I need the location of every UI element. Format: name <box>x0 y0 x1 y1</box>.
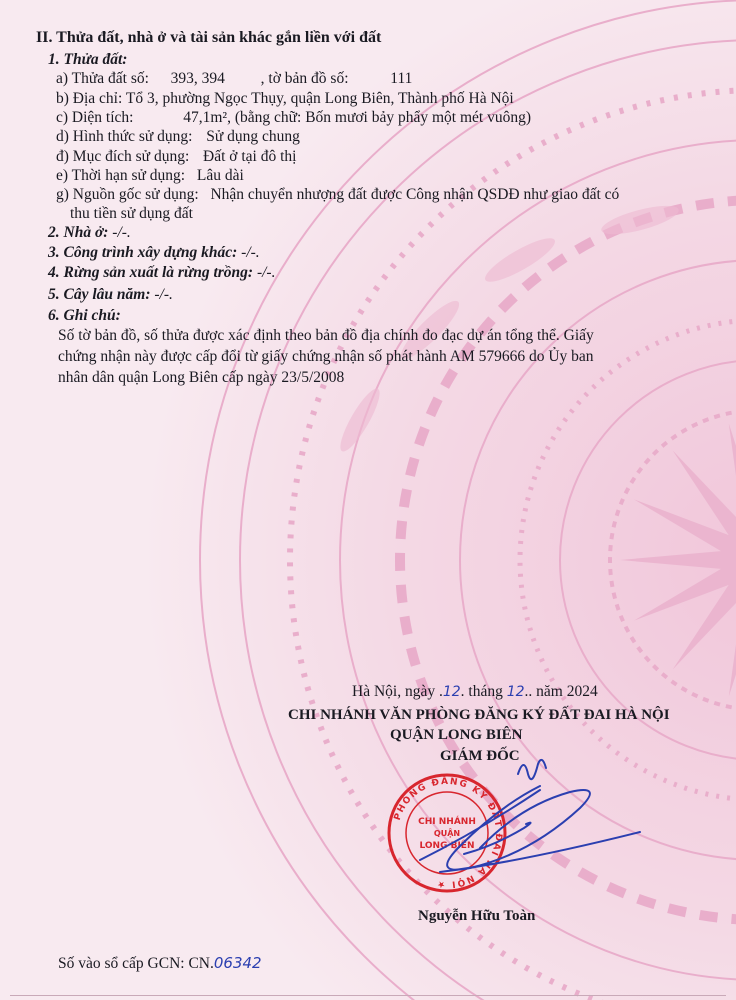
usage-form-value: Sử dụng chung <box>206 128 300 145</box>
forest-value: -/-. <box>256 264 276 281</box>
registry-number: 06342 <box>213 954 262 972</box>
construction-value: -/-. <box>241 244 260 261</box>
year-label: năm 2024 <box>536 683 598 700</box>
usage-purpose-label: đ) Mục đích sử dụng: <box>56 148 190 165</box>
office-name: CHI NHÁNH VĂN PHÒNG ĐĂNG KÝ ĐẤT ĐAI HÀ NỘI <box>288 707 670 723</box>
origin-value-continued: thu tiền sử dụng đất <box>70 205 193 222</box>
notes-line-1: Số tờ bản đồ, số thửa được xác định theo bản đồ địa chính đo đạc dự án tổng thể. Giấy <box>58 327 594 344</box>
land-number-label: a) Thửa đất số: <box>56 70 149 87</box>
area-row <box>56 108 531 128</box>
map-sheet-label: , tờ bản đồ số: <box>260 70 349 87</box>
notes-heading: 6. Ghi chú: <box>48 307 121 324</box>
trees-value: -/-. <box>154 286 173 303</box>
origin-row <box>56 185 619 205</box>
svg-text:QUẬN: QUẬN <box>433 829 461 838</box>
origin-value: Nhận chuyển nhượng đất được Công nhận QSDĐ như giao đất có <box>210 186 620 203</box>
usage-term-value: Lâu dài <box>196 167 244 184</box>
house-row <box>48 223 131 243</box>
month-label: tháng <box>468 683 503 700</box>
usage-term-label: e) Thời hạn sử dụng: <box>56 167 186 184</box>
address-label: b) Địa chỉ: <box>56 90 123 107</box>
area-label: c) Diện tích: <box>56 109 134 126</box>
area-value: 47,1m², (bằng chữ: Bốn mươi bảy phẩy một mét vuông) <box>183 109 532 126</box>
house-value: -/-. <box>112 224 131 241</box>
registry-number-row <box>58 953 262 974</box>
usage-purpose-value: Đất ở tại đô thị <box>203 148 297 165</box>
usage-form-label: d) Hình thức sử dụng: <box>56 128 193 145</box>
signer-name: Nguyễn Hữu Toàn <box>418 908 536 924</box>
section-title: II. Thửa đất, nhà ở và tài sản khác gắn liền với đất <box>36 29 382 46</box>
address-row <box>56 89 514 109</box>
usage-term-row <box>56 166 244 186</box>
map-sheet-value: 111 <box>390 70 413 87</box>
land-heading: 1. Thửa đất: <box>48 51 128 68</box>
forest-label: 4. Rừng sản xuất là rừng trồng: <box>48 264 254 281</box>
director-title: GIÁM ĐỐC <box>440 748 520 764</box>
svg-text:CHI NHÁNH: CHI NHÁNH <box>418 817 476 827</box>
svg-text:LONG BIÊN: LONG BIÊN <box>419 841 475 851</box>
construction-row <box>48 243 260 263</box>
usage-purpose-row <box>56 147 296 167</box>
place-date: Hà Nội, ngày .12. tháng 12.. năm 2024 <box>352 683 598 700</box>
trees-label: 5. Cây lâu năm: <box>48 286 151 303</box>
signature <box>380 742 650 892</box>
svg-text:PHÒNG ĐĂNG KÝ ĐẤT ĐAI HÀ NỘI ★: PHÒNG ĐĂNG KÝ ĐẤT ĐAI HÀ NỘI ★ <box>392 776 504 890</box>
notes-line-2: chứng nhận này được cấp đổi từ giấy chứng nhận số phát hành AM 579666 do Ủy ban <box>58 348 594 365</box>
sign-day: 12 <box>442 684 461 700</box>
land-number-row <box>56 69 412 89</box>
origin-label: g) Nguồn gốc sử dụng: <box>56 186 199 203</box>
address-value: Tổ 3, phường Ngọc Thụy, quận Long Biên, Thành phố Hà Nội <box>125 90 514 107</box>
house-label: 2. Nhà ở: <box>48 224 109 241</box>
construction-label: 3. Công trình xây dựng khác: <box>48 244 238 261</box>
usage-form-row <box>56 127 300 147</box>
registry-label: Số vào sổ cấp GCN: CN. <box>58 955 214 972</box>
office-district: QUẬN LONG BIÊN <box>390 727 523 743</box>
notes-line-3: nhân dân quận Long Biên cấp ngày 23/5/2008 <box>58 369 345 386</box>
place-date-prefix: Hà Nội, ngày <box>352 683 436 700</box>
sign-month: 12 <box>506 684 525 700</box>
forest-row <box>48 263 275 283</box>
land-number-value: 393, 394 <box>170 70 225 87</box>
trees-row <box>48 285 173 305</box>
